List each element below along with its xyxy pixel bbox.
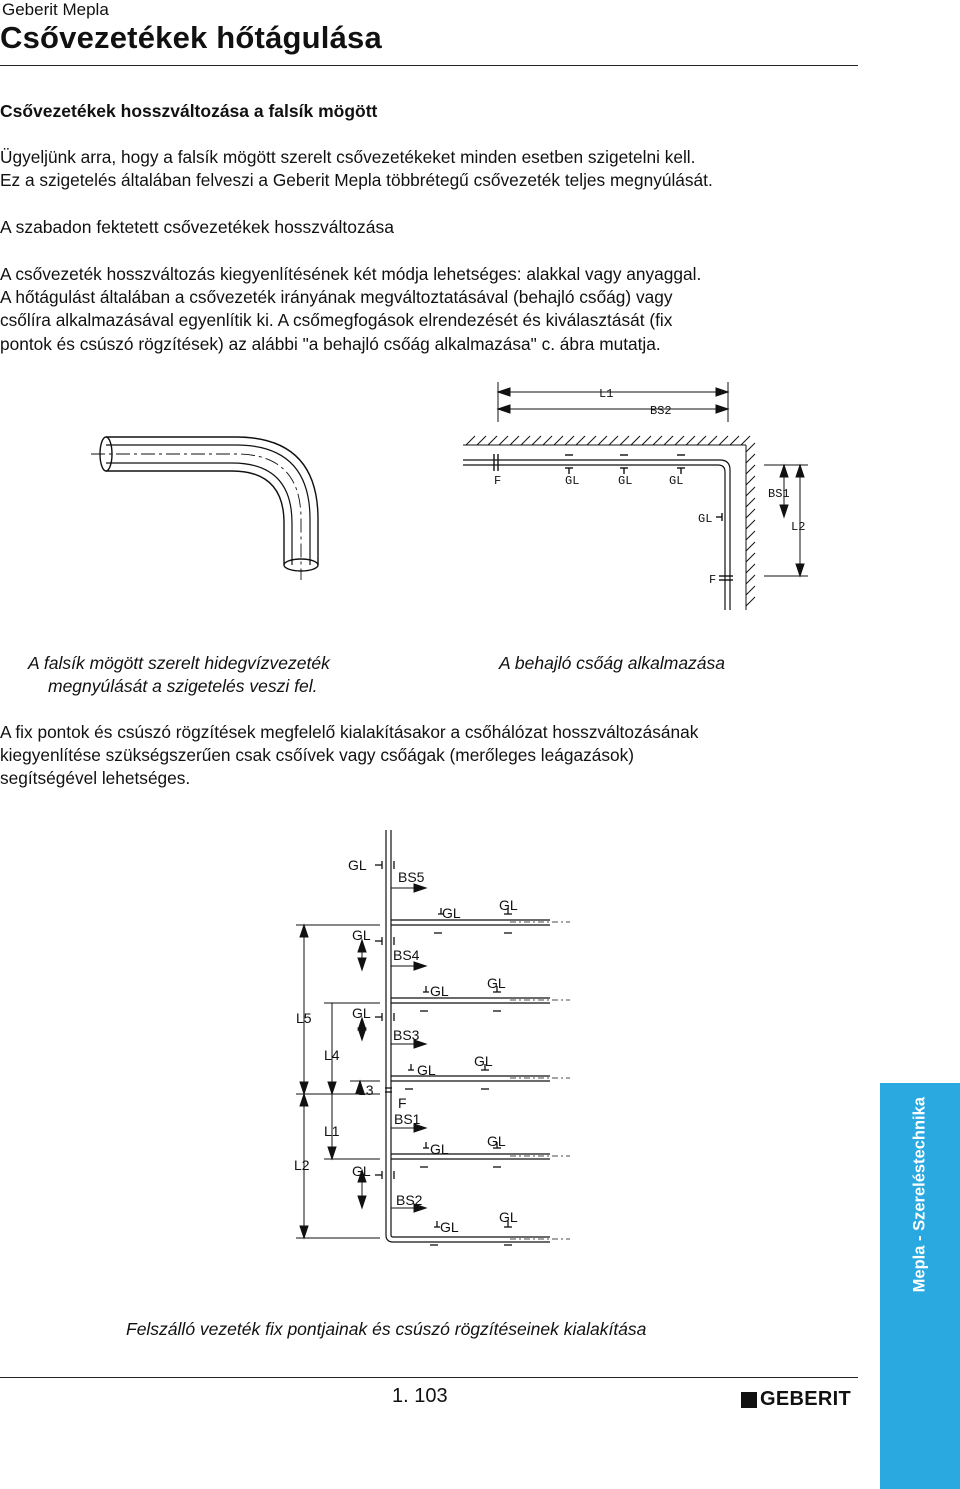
wall-hatch-line (675, 436, 684, 445)
gl-label: GL (499, 1209, 518, 1225)
gl-label: GL (430, 1141, 449, 1157)
l3-label: L3 (358, 1082, 374, 1098)
wall-hatch-line (746, 542, 755, 551)
footer-rule (0, 1377, 858, 1378)
f-label: F (709, 573, 717, 587)
sidebar-label: Mepla - Szereléstechnika (910, 1097, 929, 1293)
l5-label: L5 (296, 1010, 312, 1026)
wall-hatch-line (746, 487, 755, 496)
paragraph-compensation (0, 263, 701, 356)
wall-hatch-line (642, 436, 651, 445)
wall-hatch-line (730, 436, 739, 445)
wall-hatch-line (510, 436, 519, 445)
wall-hatch-line (746, 454, 755, 463)
bs5-label: BS5 (398, 869, 425, 885)
wall-hatch-line (466, 436, 475, 445)
wall-hatch-line (488, 436, 497, 445)
wall-hatch-line (598, 436, 607, 445)
gl-label: GL (352, 1163, 371, 1179)
wall-hatch-line (609, 436, 618, 445)
wall-hatch-line (631, 436, 640, 445)
wall-hatch-line (499, 436, 508, 445)
header-rule (0, 65, 858, 66)
l2-label: L2 (791, 520, 806, 534)
wall-hatch-line (746, 531, 755, 540)
section-heading-free-laid: A szabadon fektetett csővezetékek hosszváltozása (0, 217, 394, 237)
bs2-label: BS2 (396, 1192, 423, 1208)
bs4-label: BS4 (393, 947, 420, 963)
wall-hatch-line (746, 465, 755, 474)
l1-label: L1 (599, 387, 614, 401)
bs3-label: BS3 (393, 1027, 420, 1043)
paragraph-fixed-points (0, 721, 698, 791)
wall-hatch-line (708, 436, 717, 445)
wall-hatch-line (620, 436, 629, 445)
caption-line: A falsík mögött szerelt hidegvízvezeték (28, 653, 330, 673)
f-label: F (494, 474, 502, 488)
section-heading-behind-wall: Csővezetékek hosszváltozása a falsík mögött (0, 101, 378, 121)
gl-label: GL (487, 975, 506, 991)
paragraph-line: pontok és csúszó rögzítések) az alábbi "a behajló csőág alkalmazása" c. ábra mutatja. (0, 333, 661, 354)
wall-hatch-line (697, 436, 706, 445)
geberit-logo (741, 1388, 851, 1411)
wall-hatch-line (719, 436, 728, 445)
expansion-bend-figure (458, 380, 818, 612)
wall-hatch-line (686, 436, 695, 445)
gl-label: GL (499, 897, 518, 913)
gl-label: GL (352, 927, 371, 943)
gl-label: GL (430, 983, 449, 999)
gl-label: GL (487, 1133, 506, 1149)
wall-hatch-line (664, 436, 673, 445)
insulated-pipe-bend-figure (86, 425, 326, 585)
wall-hatch-line (576, 436, 585, 445)
paragraph-line: csőlíra alkalmazásával egyenlítik ki. A csőmegfogások elrendezését és kiválasztását (fix (0, 310, 673, 331)
page-title: Csővezetékek hőtágulása (0, 20, 382, 55)
paragraph-line: A hőtágulást általában a csővezeték irányának megváltoztatásával (behajló csőág) vagy (0, 287, 673, 308)
wall-hatch-line (521, 436, 530, 445)
gl-label: GL (669, 474, 684, 488)
wall-hatch-line (532, 436, 541, 445)
gl-label: GL (440, 1219, 459, 1235)
gl-label: GL (565, 474, 580, 488)
bs1-label: BS1 (394, 1111, 421, 1127)
logo-square-icon (741, 1392, 757, 1408)
l4-label: L4 (324, 1047, 340, 1063)
gl-label: GL (618, 474, 633, 488)
paragraph-line: kiegyenlítése szükségszerűen csak csőívek vagy csőágak (merőleges leágazások) (0, 745, 634, 766)
wall-hatch-line (477, 436, 486, 445)
l2-label: L2 (294, 1157, 310, 1173)
riser-fixing-figure (280, 830, 580, 1260)
brand-name: Geberit Mepla (2, 0, 109, 19)
wall-hatch-line (746, 575, 755, 584)
wall-hatch-line (741, 436, 750, 445)
wall-hatch-line (746, 498, 755, 507)
wall-hatch-line (746, 564, 755, 573)
gl-label: GL (352, 1005, 371, 1021)
wall-hatch-line (746, 520, 755, 529)
figure1-caption (28, 652, 330, 698)
caption-line: megnyúlását a szigetelés veszi fel. (48, 676, 318, 696)
wall-hatch-line (653, 436, 662, 445)
logo-text: GEBERIT (760, 1388, 851, 1410)
gl-label: GL (698, 512, 713, 526)
figure3-caption: Felszálló vezeték fix pontjainak és csúszó rögzítéseinek kialakítása (126, 1319, 647, 1339)
wall-hatch-line (565, 436, 574, 445)
paragraph-insulation (0, 146, 713, 192)
wall-hatch-line (746, 553, 755, 562)
l1-label: L1 (324, 1123, 340, 1139)
gl-label: GL (417, 1062, 436, 1078)
wall-hatch-line (554, 436, 563, 445)
wall-hatch-line (746, 586, 755, 595)
section-sidebar-tab (880, 1083, 960, 1489)
paragraph-line: Ügyeljünk arra, hogy a falsík mögött szerelt csővezetékeket minden esetben szigetelni kell. (0, 147, 696, 167)
bs1-label: BS1 (768, 487, 790, 501)
f-label: F (398, 1095, 407, 1111)
wall-hatch-line (543, 436, 552, 445)
paragraph-line: Ez a szigetelés általában felveszi a Geberit Mepla többrétegű csővezeték teljes megnyúlását. (0, 170, 713, 191)
gl-label: GL (442, 905, 461, 921)
figure2-caption: A behajló csőág alkalmazása (499, 653, 726, 673)
paragraph-line: A csővezeték hosszváltozás kiegyenlítésének két módja lehetséges: alakkal vagy anyaggal. (0, 264, 702, 284)
page-number: 1. 103 (392, 1385, 448, 1407)
wall-hatch-line (746, 443, 755, 452)
wall-hatch-line (746, 597, 755, 606)
gl-label: GL (474, 1053, 493, 1069)
paragraph-line: segítségével lehetséges. (0, 768, 191, 789)
wall-hatch-line (587, 436, 596, 445)
wall-hatch-line (746, 476, 755, 485)
gl-label: GL (348, 857, 367, 873)
bs2-label: BS2 (650, 404, 672, 418)
paragraph-line: A fix pontok és csúszó rögzítések megfelelő kialakításakor a csőhálózat hosszváltozásának (0, 722, 699, 742)
wall-hatch-line (746, 509, 755, 518)
